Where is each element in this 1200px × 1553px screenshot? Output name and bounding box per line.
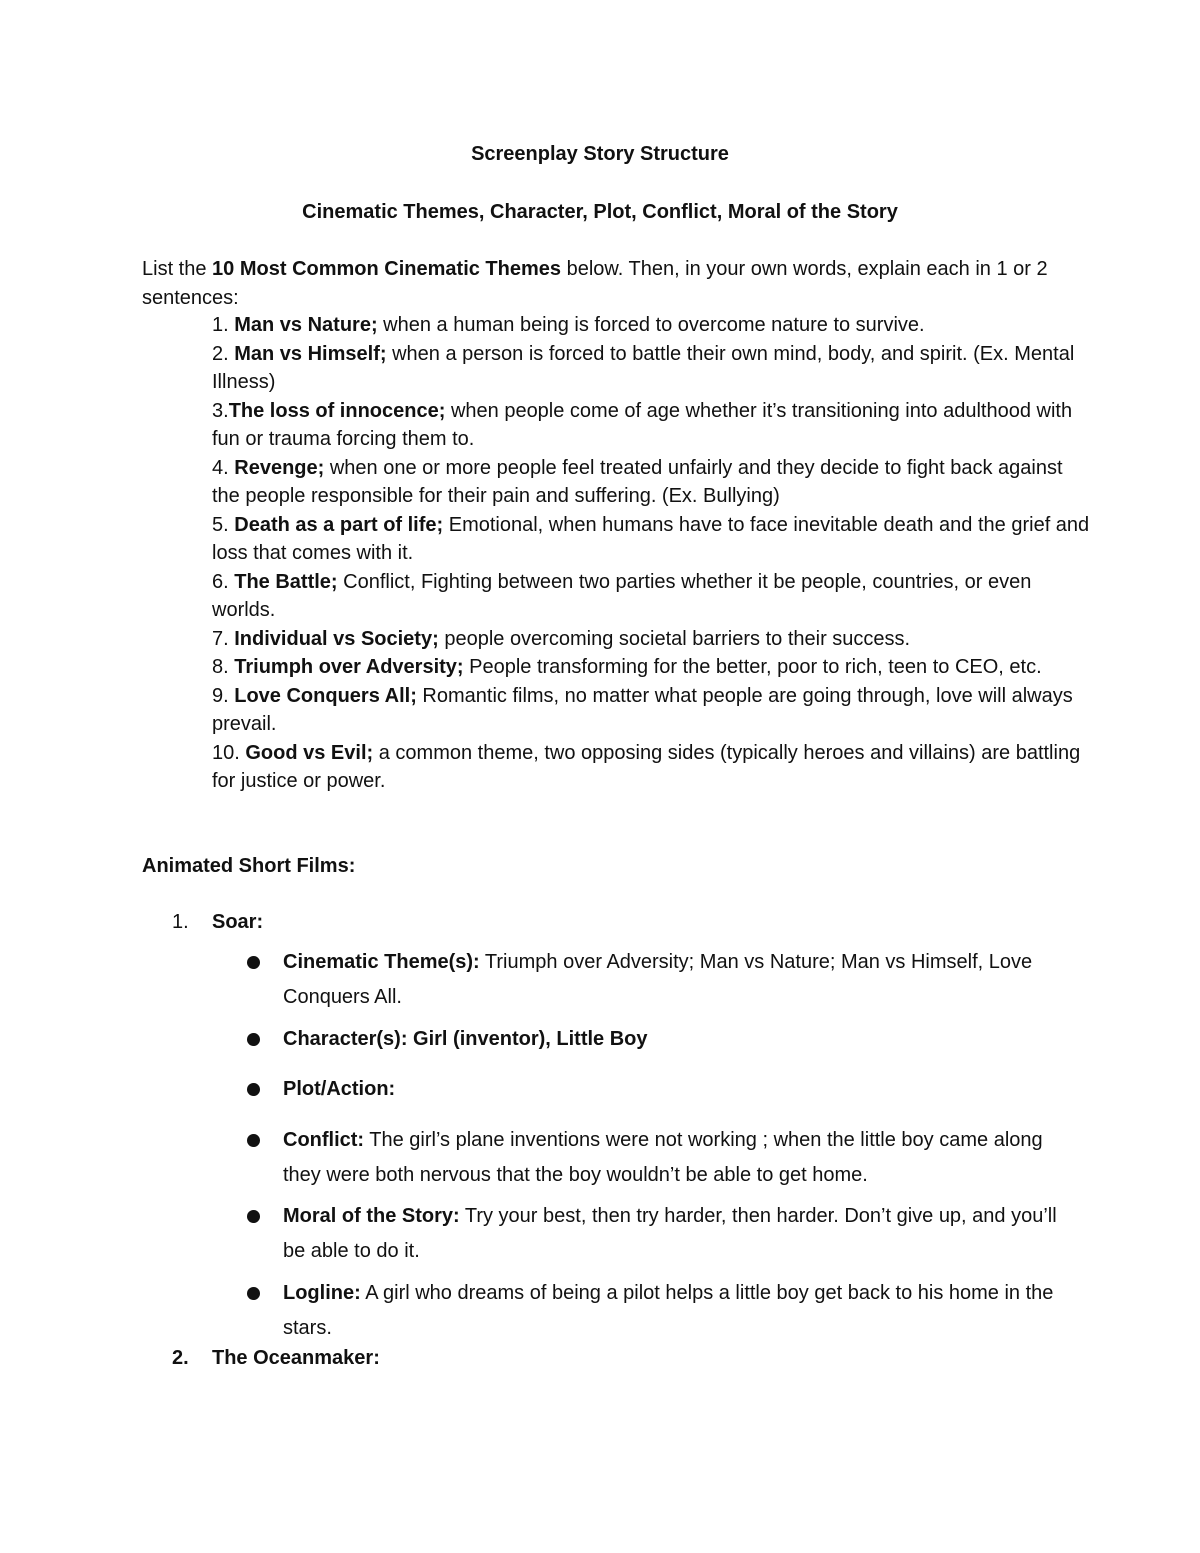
theme-number: 8. bbox=[212, 656, 235, 678]
film-field bbox=[247, 1199, 1067, 1269]
theme-desc: when people come of age whether it’s transitioning into adulthood with fun or trauma forcing them to. bbox=[212, 399, 1073, 450]
field-label: Conflict: bbox=[283, 1129, 365, 1151]
theme-number: 5. bbox=[212, 513, 235, 536]
theme-number: 4. bbox=[212, 456, 235, 479]
theme-name: The Battle; bbox=[234, 570, 338, 593]
theme-name: Man vs Himself; bbox=[234, 342, 387, 365]
theme-desc: Emotional, when humans have to face inevitable death and the grief and loss that comes with it. bbox=[212, 513, 1090, 564]
theme-name: Man vs Nature; bbox=[234, 314, 378, 336]
theme-desc: people overcoming societal barriers to their success. bbox=[438, 627, 911, 650]
film-field bbox=[247, 1072, 1067, 1107]
film-title bbox=[172, 1344, 380, 1372]
field-label: Moral of the Story: bbox=[283, 1205, 460, 1227]
field-label: Plot/Action: bbox=[283, 1078, 396, 1100]
intro-paragraph bbox=[142, 255, 1082, 312]
bullet-icon bbox=[247, 1210, 260, 1223]
film-name: The Oceanmaker: bbox=[212, 1347, 380, 1369]
theme-number: 10. bbox=[212, 741, 246, 764]
theme-desc: when a person is forced to battle their own mind, body, and spirit. (Ex. Mental Illness) bbox=[212, 342, 1075, 393]
theme-item bbox=[212, 511, 1092, 568]
field-label: Logline: bbox=[283, 1282, 361, 1304]
theme-desc: People transforming for the better, poor to rich, teen to CEO, etc. bbox=[463, 656, 1042, 678]
theme-name: Triumph over Adversity; bbox=[234, 656, 464, 678]
theme-name: Individual vs Society; bbox=[234, 627, 439, 650]
theme-name: The loss of innocence; bbox=[228, 399, 446, 422]
film-number: 1. bbox=[172, 911, 189, 933]
film-name: Soar: bbox=[212, 911, 264, 933]
theme-desc: when a human being is forced to overcome nature to survive. bbox=[377, 314, 925, 336]
field-value: A girl who dreams of being a pilot helps a little boy get back to his home in the stars. bbox=[283, 1282, 1054, 1339]
theme-item bbox=[212, 568, 1092, 625]
document-title: Screenplay Story Structure bbox=[471, 143, 729, 165]
document-subtitle: Cinematic Themes, Character, Plot, Conflict, Moral of the Story bbox=[302, 201, 898, 223]
theme-number: 7. bbox=[212, 627, 235, 650]
field-value: Try your best, then try harder, then harder. Don’t give up, and you’ll be able to do it. bbox=[283, 1205, 1057, 1262]
theme-item bbox=[212, 340, 1092, 397]
bullet-icon bbox=[247, 1083, 260, 1096]
field-value: Triumph over Adversity; Man vs Nature; Man vs Himself, Love Conquers All. bbox=[283, 951, 1033, 1008]
theme-number: 9. bbox=[212, 684, 235, 707]
theme-desc: a common theme, two opposing sides (typically heroes and villains) are battling for justice or power. bbox=[212, 741, 1081, 792]
intro-post: below. Then, in your own words, explain each in 1 or 2 sentences: bbox=[142, 258, 1048, 309]
films-heading: Animated Short Films: bbox=[142, 855, 356, 877]
intro-bold: 10 Most Common Cinematic Themes bbox=[212, 258, 562, 280]
theme-name: Good vs Evil; bbox=[245, 741, 374, 764]
theme-item bbox=[212, 311, 1092, 340]
theme-desc: Romantic films, no matter what people are going through, love will always prevail. bbox=[212, 684, 1073, 735]
theme-item bbox=[212, 625, 1092, 654]
theme-item bbox=[212, 454, 1092, 511]
field-label: Cinematic Theme(s): bbox=[283, 951, 480, 973]
bullet-icon bbox=[247, 1134, 260, 1147]
theme-number: 6. bbox=[212, 570, 235, 593]
film-field bbox=[247, 1022, 1067, 1057]
theme-name: Love Conquers All; bbox=[234, 684, 417, 707]
bullet-icon bbox=[247, 1033, 260, 1046]
theme-number: 1. bbox=[212, 314, 235, 336]
field-label: Character(s): Girl (inventor), Little Boy bbox=[283, 1028, 648, 1050]
theme-name: Death as a part of life; bbox=[234, 513, 444, 536]
theme-number: 2. bbox=[212, 342, 235, 365]
theme-name: Revenge; bbox=[234, 456, 325, 479]
theme-item bbox=[212, 739, 1092, 796]
theme-item bbox=[212, 397, 1092, 454]
theme-desc: Conflict, Fighting between two parties whether it be people, countries, or even worlds. bbox=[212, 570, 1032, 621]
theme-desc: when one or more people feel treated unfairly and they decide to fight back against the people responsible for their pain and suffering. (Ex. Bullying) bbox=[212, 456, 1063, 507]
themes-list bbox=[212, 311, 1092, 796]
film-title bbox=[172, 908, 263, 936]
bullet-icon bbox=[247, 1287, 260, 1300]
film-field bbox=[247, 1123, 1067, 1193]
theme-number: 3. bbox=[212, 399, 229, 422]
film-field bbox=[247, 945, 1067, 1015]
bullet-icon bbox=[247, 956, 260, 969]
theme-item bbox=[212, 682, 1092, 739]
film-field bbox=[247, 1276, 1067, 1346]
intro-pre: List the bbox=[142, 258, 213, 280]
film-number: 2. bbox=[172, 1347, 189, 1369]
theme-item bbox=[212, 653, 1092, 682]
field-value: The girl’s plane inventions were not working ; when the little boy came along they were both nervous that the boy wouldn’t be able to get home. bbox=[283, 1129, 1043, 1186]
